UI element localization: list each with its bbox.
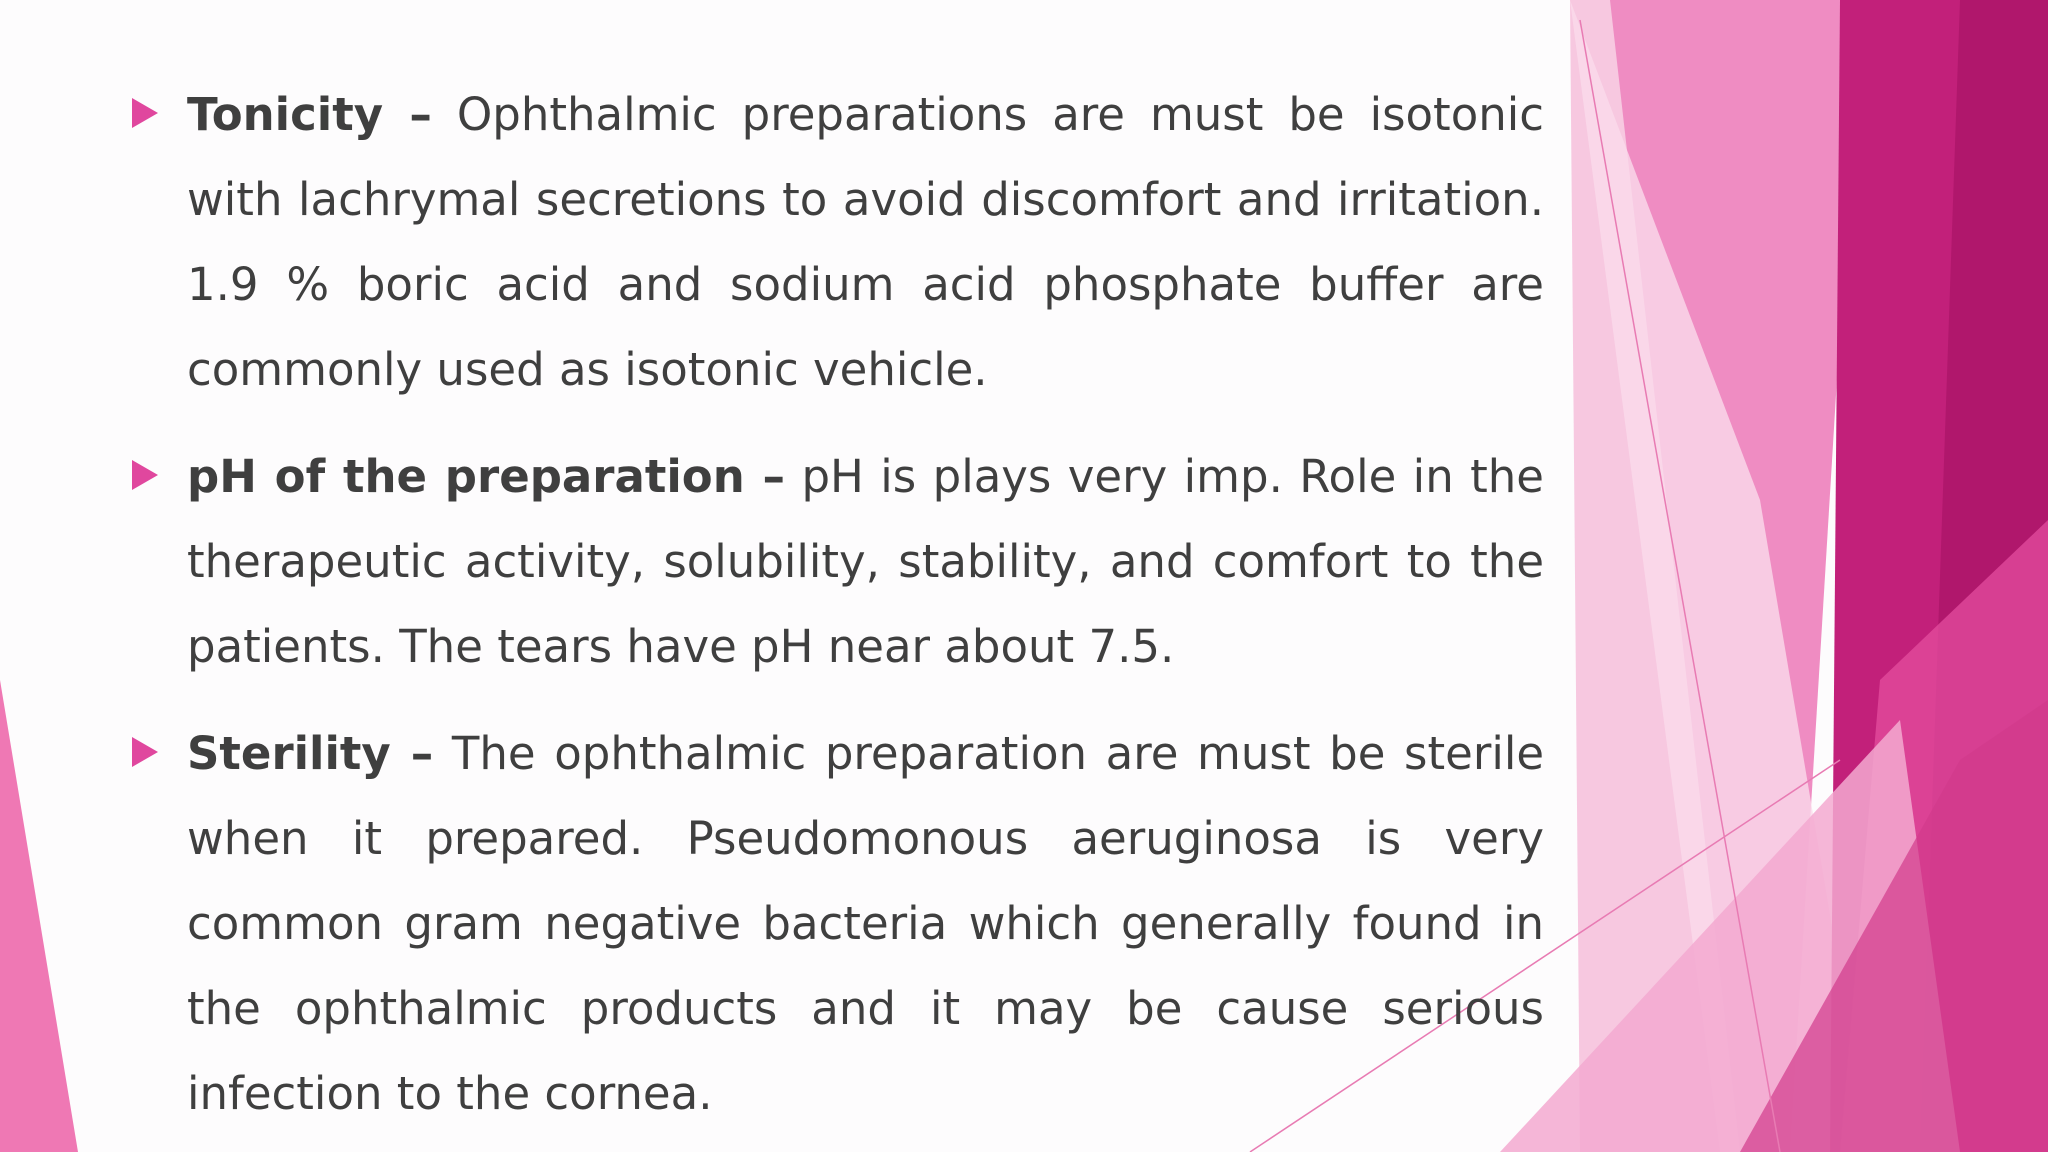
bullet-label: Sterility – (187, 727, 434, 780)
bullet-text (187, 72, 1544, 412)
bullet-body: pH is plays very imp. Role in the therapeutic activity, solubility, stability, and comfort to the patients. The tears have pH near about 7.5. (187, 450, 1544, 673)
bullet-text (187, 434, 1544, 689)
facet-left (0, 680, 78, 1152)
bullet-label: pH of the preparation – (187, 450, 786, 503)
bullet-label: Tonicity – (187, 88, 432, 141)
triangle-right-icon (132, 98, 158, 128)
bullet-body: Ophthalmic preparations are must be isotonic with lachrymal secretions to avoid discomfort and irritation. 1.9 % boric acid and sodium acid phosphate buffer are commonly used as isotonic vehicle. (187, 88, 1544, 396)
triangle-right-icon (132, 737, 158, 767)
bullet-text (187, 711, 1544, 1136)
bullet-item-tonicity (128, 72, 1544, 412)
triangle-right-icon (132, 460, 158, 490)
bullet-item-ph (128, 434, 1544, 689)
bullet-body: The ophthalmic preparation are must be sterile when it prepared. Pseudomonous aeruginosa is very common gram negative bacteria which generally found in the ophthalmic products and it may be cause serious infection to the cornea. (187, 727, 1545, 1120)
bullet-list (128, 72, 1544, 1152)
bullet-item-sterility (128, 711, 1544, 1136)
